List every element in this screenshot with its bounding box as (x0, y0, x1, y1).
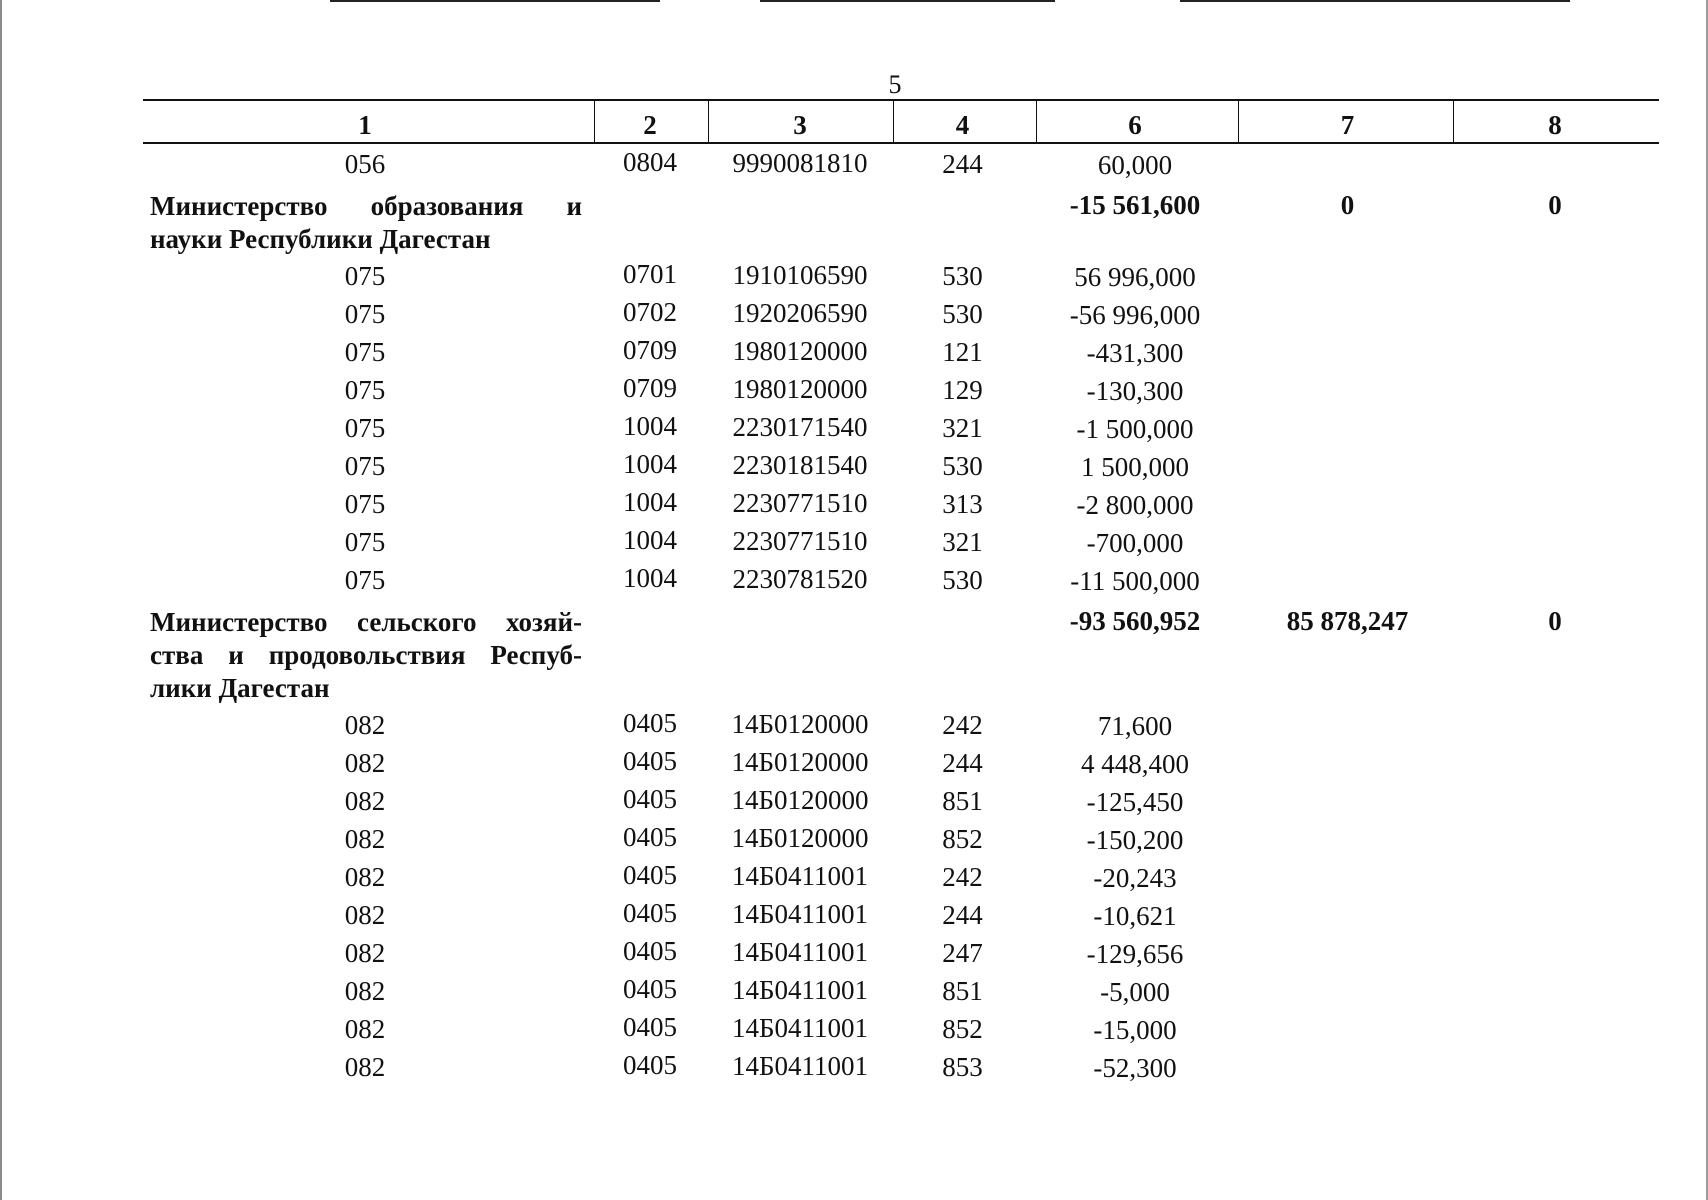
cell-expense-type: 129 (942, 375, 983, 405)
cell-expense-type: 244 (942, 900, 983, 930)
column-header: 8 (1548, 110, 1562, 140)
cell-expense-type: 530 (942, 299, 983, 329)
cell-amount: -125,450 (1086, 787, 1184, 817)
ministry-name-line: лики Дагестан (150, 673, 330, 703)
table-top-border (143, 99, 1659, 101)
cell-section-code: 0405 (623, 784, 677, 814)
cell-target-article: 14Б0411001 (731, 861, 868, 891)
cell-ministry-code: 082 (344, 1014, 386, 1044)
cell-amount: -56 996,000 (1069, 300, 1201, 330)
cell-expense-type: 313 (942, 489, 983, 519)
cell-ministry-code: 082 (344, 748, 386, 778)
column-divider (893, 100, 894, 143)
cell-ministry-code: 082 (344, 710, 386, 740)
column-header: 1 (358, 110, 372, 140)
cell-target-article: 14Б0120000 (731, 709, 869, 739)
cell-amount: -1 500,000 (1076, 414, 1194, 444)
cell-amount: 60,000 (1097, 150, 1173, 180)
cell-amount: 56 996,000 (1074, 262, 1196, 292)
cell-ministry-code: 082 (344, 862, 386, 892)
scan-top-line (760, 0, 1055, 2)
cell-target-article: 14Б0411001 (731, 1013, 868, 1043)
cell-section-code: 0405 (623, 898, 677, 928)
cell-target-article: 14Б0120000 (731, 785, 869, 815)
column-header: 6 (1128, 110, 1142, 140)
cell-ministry-code: 082 (344, 786, 386, 816)
column-header: 4 (955, 110, 970, 140)
cell-section-code: 1004 (623, 411, 677, 441)
cell-section-code: 0709 (623, 335, 677, 365)
cell-section-code: 0804 (623, 147, 677, 177)
cell-ministry-code: 075 (344, 261, 386, 291)
cell-amount: -5,000 (1100, 977, 1170, 1007)
cell-expense-type: 244 (942, 149, 983, 179)
cell-amount: -700,000 (1086, 528, 1184, 558)
cell-expense-type: 853 (942, 1052, 983, 1082)
cell-section-code: 0405 (623, 708, 677, 738)
cell-section-code: 0709 (623, 373, 677, 403)
column-header: 7 (1340, 110, 1355, 140)
cell-section-code: 0405 (623, 822, 677, 852)
cell-amount: -52,300 (1093, 1053, 1177, 1083)
cell-amount: -10,621 (1093, 901, 1177, 931)
cell-ministry-code: 082 (344, 1052, 386, 1082)
cell-target-article: 14Б0120000 (731, 823, 869, 853)
cell-total-amount: -15 561,600 (1069, 190, 1201, 220)
cell-target-article: 14Б0411001 (731, 899, 868, 929)
cell-amount: -129,656 (1086, 939, 1184, 969)
cell-expense-type: 852 (942, 824, 983, 854)
cell-total-amount: -93 560,952 (1069, 606, 1201, 636)
cell-ministry-code: 075 (344, 489, 386, 519)
cell-ministry-code: 075 (344, 337, 386, 367)
cell-section-code: 1004 (623, 487, 677, 517)
cell-ministry-code: 082 (344, 900, 386, 930)
cell-target-article: 1980120000 (732, 374, 868, 404)
cell-amount: -431,300 (1086, 338, 1184, 368)
scan-left-edge (0, 0, 2, 1200)
cell-amount: -2 800,000 (1076, 490, 1194, 520)
cell-section-code: 0405 (623, 746, 677, 776)
cell-target-article: 14Б0411001 (731, 975, 868, 1005)
cell-section-code: 0702 (623, 297, 677, 327)
cell-section-code: 0405 (623, 860, 677, 890)
ministry-name (150, 606, 582, 705)
cell-amount: -150,200 (1086, 825, 1184, 855)
ministry-name (150, 190, 582, 256)
cell-target-article: 9990081810 (732, 148, 868, 178)
scan-top-line (1180, 0, 1570, 2)
cell-expense-type: 530 (942, 261, 983, 291)
cell-expense-type: 244 (942, 748, 983, 778)
column-header: 2 (643, 110, 657, 140)
cell-section-code: 1004 (623, 563, 677, 593)
cell-total-col8: 0 (1548, 190, 1562, 220)
cell-ministry-code: 056 (344, 149, 386, 179)
cell-ministry-code: 082 (344, 976, 386, 1006)
cell-ministry-code: 075 (344, 565, 386, 595)
cell-section-code: 0405 (623, 936, 677, 966)
cell-target-article: 2230771510 (732, 526, 868, 556)
cell-target-article: 1980120000 (732, 336, 868, 366)
cell-ministry-code: 082 (344, 824, 386, 854)
cell-section-code: 0405 (623, 1050, 677, 1080)
ministry-name-line: науки Республики Дагестан (150, 224, 491, 254)
cell-target-article: 14Б0411001 (731, 1051, 868, 1081)
cell-target-article: 14Б0120000 (731, 747, 869, 777)
ministry-name-line: Министерство образования и (150, 191, 582, 221)
cell-expense-type: 242 (942, 710, 983, 740)
scan-top-line (330, 0, 660, 2)
cell-amount: -130,300 (1086, 376, 1184, 406)
cell-amount: -20,243 (1093, 863, 1177, 893)
table-header-bottom-border (143, 142, 1659, 144)
cell-expense-type: 321 (942, 413, 983, 443)
cell-target-article: 2230171540 (732, 412, 868, 442)
column-divider (1238, 100, 1239, 143)
cell-ministry-code: 075 (344, 299, 386, 329)
cell-amount: -11 500,000 (1070, 566, 1200, 596)
cell-expense-type: 121 (942, 337, 983, 367)
cell-target-article: 2230181540 (732, 450, 868, 480)
cell-expense-type: 852 (942, 1014, 983, 1044)
ministry-name-line: ства и продовольствия Респуб- (150, 640, 582, 670)
column-divider (594, 100, 595, 143)
ministry-name-line: Министерство сельского хозяй- (150, 607, 582, 637)
cell-ministry-code: 082 (344, 938, 386, 968)
cell-expense-type: 530 (942, 565, 983, 595)
cell-ministry-code: 075 (344, 527, 386, 557)
cell-expense-type: 247 (942, 938, 983, 968)
cell-section-code: 0701 (623, 259, 677, 289)
cell-amount: 4 448,400 (1081, 749, 1189, 779)
cell-ministry-code: 075 (344, 413, 386, 443)
cell-amount: 1 500,000 (1081, 452, 1189, 482)
page-number: 5 (888, 70, 902, 99)
cell-expense-type: 851 (942, 976, 983, 1006)
cell-section-code: 1004 (623, 525, 677, 555)
cell-total-col8: 0 (1548, 606, 1562, 636)
column-divider (708, 100, 709, 143)
cell-total-col7: 0 (1340, 190, 1355, 220)
cell-target-article: 1910106590 (732, 260, 868, 290)
cell-amount: 71,600 (1097, 711, 1173, 741)
cell-amount: -15,000 (1093, 1015, 1177, 1045)
cell-section-code: 1004 (623, 449, 677, 479)
column-header: 3 (793, 110, 807, 140)
cell-expense-type: 530 (942, 451, 983, 481)
cell-ministry-code: 075 (344, 375, 386, 405)
cell-target-article: 2230781520 (732, 564, 868, 594)
cell-ministry-code: 075 (344, 451, 386, 481)
cell-expense-type: 851 (942, 786, 983, 816)
cell-expense-type: 321 (942, 527, 983, 557)
cell-section-code: 0405 (623, 974, 677, 1004)
cell-section-code: 0405 (623, 1012, 677, 1042)
cell-target-article: 14Б0411001 (731, 937, 868, 967)
cell-total-col7: 85 878,247 (1286, 606, 1409, 636)
cell-target-article: 1920206590 (732, 298, 868, 328)
cell-target-article: 2230771510 (732, 488, 868, 518)
cell-expense-type: 242 (942, 862, 983, 892)
